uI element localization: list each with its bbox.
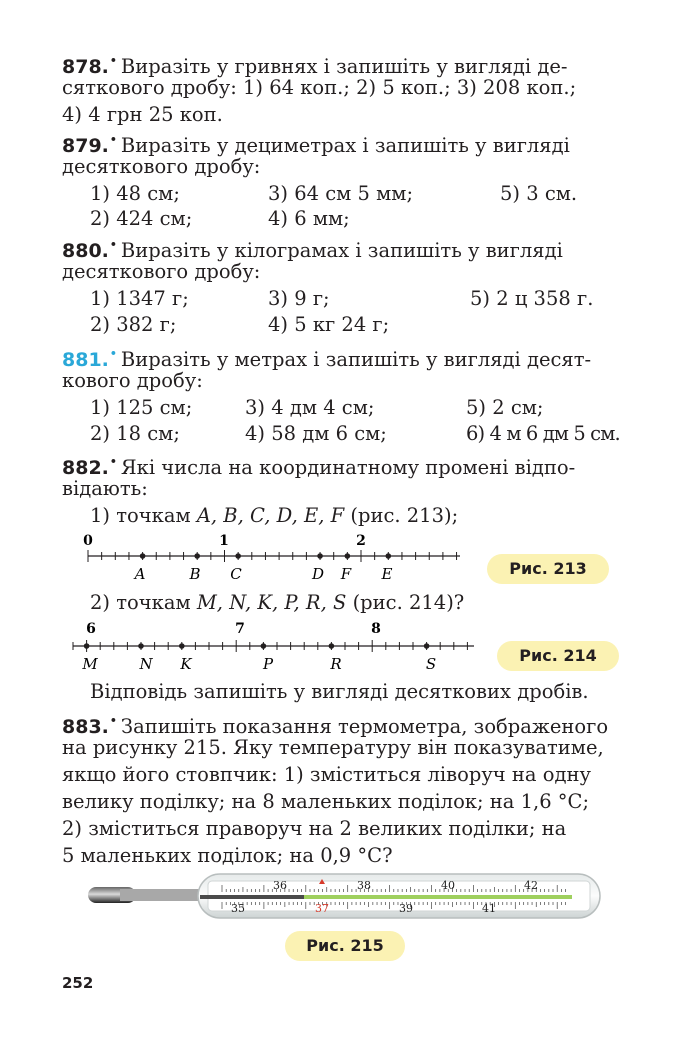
number-line-214-ticks [73, 640, 474, 652]
point-label-s: S [425, 655, 437, 673]
scale-label-40: 40 [441, 879, 455, 892]
exercise-879-item: 3) 64 см 5 мм; [268, 182, 414, 205]
exercise-878-line-2: сяткового дробу: 1) 64 коп.; 2) 5 коп.; 3) 208 коп.; [62, 76, 577, 99]
question-points: A, B, C, D, E, F [196, 504, 345, 527]
number-line-213 [72, 530, 472, 586]
point-dot [194, 553, 200, 559]
exercise-883-line-3: якщо його стовпчик: 1) зміститься ліворуч на одну [62, 763, 591, 786]
exercise-880-item: 4) 5 кг 24 г; [268, 313, 390, 336]
star-mark: • [109, 238, 117, 251]
exercise-878-number: 878. [62, 56, 109, 78]
exercise-883-number: 883. [62, 716, 109, 738]
exercise-881-line-2: кового дробу: [62, 369, 203, 392]
tick-label-2: 2 [356, 533, 366, 549]
scale-label-37: 37 [315, 902, 329, 915]
question-ref: (рис. 213); [350, 504, 459, 527]
star-mark: • [109, 714, 117, 727]
exercise-883-line-6: 5 маленьких поділок; на 0,9 °С? [62, 844, 393, 867]
capillary-base [120, 889, 200, 901]
star-mark: • [109, 133, 117, 146]
exercise-882-line-2: відають: [62, 477, 148, 500]
point-dot [329, 643, 335, 649]
exercise-878-text: Виразіть у гривнях і запишіть у вигляді де- [120, 55, 568, 78]
tick-label-8: 8 [371, 621, 381, 637]
exercise-883-line-5: 2) зміститься праворуч на 2 великих поділки; на [62, 817, 567, 840]
mercury-column [200, 895, 304, 899]
exercise-883-line-2: на рисунку 215. Яку температуру він показуватиме, [62, 736, 604, 759]
tick-label-7: 7 [235, 621, 245, 637]
exercise-882-text: Які числа на координатному промені відпо- [120, 456, 576, 479]
scale-label-41: 41 [482, 902, 496, 915]
point-label-p: P [262, 655, 274, 673]
thermometer-215 [86, 870, 606, 924]
point-label-a: A [134, 565, 146, 583]
exercise-880-text: Виразіть у кілограмах і запишіть у вигляді [120, 239, 563, 262]
point-label-d: D [311, 565, 325, 583]
exercise-881-item: 4) 58 дм 6 см; [245, 422, 387, 445]
exercise-878-line-3: 4) 4 грн 25 коп. [62, 103, 223, 126]
scale-label-38: 38 [357, 879, 371, 892]
point-label-c: C [230, 565, 242, 583]
tick-label-6: 6 [86, 621, 96, 637]
exercise-881-item: 6) 4 м 6 дм 5 см. [466, 422, 620, 445]
point-dot [317, 553, 323, 559]
point-dot [345, 553, 351, 559]
exercise-879-number: 879. [62, 135, 109, 157]
point-dot [386, 553, 392, 559]
exercise-882-question-1 [90, 503, 458, 529]
tick-label-0: 0 [83, 533, 93, 549]
point-label-k: K [180, 655, 192, 673]
figure-215-caption: Рис. 215 [285, 931, 405, 961]
exercise-879-item: 4) 6 мм; [268, 207, 350, 230]
point-label-b: B [189, 565, 201, 583]
figure-213-caption: Рис. 213 [487, 554, 609, 584]
exercise-881-item: 2) 18 см; [90, 422, 180, 445]
exercise-879-line-2: десяткового дробу: [62, 155, 261, 178]
point-dot [424, 643, 430, 649]
exercise-882-number: 882. [62, 457, 109, 479]
scale-label-35: 35 [231, 902, 245, 915]
tick-label-1: 1 [219, 533, 229, 549]
exercise-880-item: 5) 2 ц 358 г. [470, 287, 594, 310]
exercise-881-text: Виразіть у метрах і запишіть у вигляді десят- [120, 348, 592, 371]
exercise-883-text: Запишіть показання термометра, зображеного [120, 715, 609, 738]
figure-214-caption: Рис. 214 [497, 641, 619, 671]
question-points: M, N, K, P, R, S [196, 591, 347, 614]
number-line-214 [62, 618, 482, 674]
point-dot [261, 643, 267, 649]
scale-label-42: 42 [524, 879, 538, 892]
exercise-882-answer-note: Відповідь запишіть у вигляді десяткових дробів. [90, 680, 589, 703]
scale-label-36: 36 [273, 879, 287, 892]
point-label-n: N [139, 655, 153, 673]
exercise-879-text: Виразіть у дециметрах і запишіть у вигляді [120, 134, 570, 157]
number-line-213-ticks [88, 550, 460, 562]
exercise-880-item: 3) 9 г; [268, 287, 330, 310]
exercise-882-question-2 [90, 590, 464, 616]
point-dot [179, 643, 185, 649]
star-mark: • [109, 347, 117, 360]
exercise-879-item: 5) 3 см. [500, 182, 578, 205]
star-mark: • [109, 455, 117, 468]
exercise-881-item: 3) 4 дм 4 см; [245, 396, 375, 419]
exercise-881-item: 1) 125 см; [90, 396, 193, 419]
exercise-880-number: 880. [62, 240, 109, 262]
exercise-883-line-4: велику поділку; на 8 маленьких поділок; на 1,6 °С; [62, 790, 590, 813]
star-mark: • [109, 54, 117, 67]
question-ref: (рис. 214)? [352, 591, 465, 614]
point-dot [235, 553, 241, 559]
point-dot [138, 643, 144, 649]
exercise-879-item: 1) 48 см; [90, 182, 180, 205]
point-label-r: R [330, 655, 342, 673]
exercise-879-item: 2) 424 см; [90, 207, 193, 230]
point-dot [140, 553, 146, 559]
exercise-880-item: 2) 382 г; [90, 313, 177, 336]
point-dot [84, 643, 90, 649]
scale-label-39: 39 [399, 902, 413, 915]
point-label-f: F [340, 565, 352, 583]
question-text: 2) точкам [90, 591, 191, 614]
exercise-881-item: 5) 2 см; [466, 396, 544, 419]
exercise-880-item: 1) 1347 г; [90, 287, 189, 310]
page-number: 252 [62, 974, 94, 992]
exercise-881-number: 881. [62, 349, 109, 371]
question-text: 1) точкам [90, 504, 191, 527]
point-label-m: M [82, 655, 98, 673]
point-label-e: E [381, 565, 393, 583]
exercise-880-line-2: десяткового дробу: [62, 260, 261, 283]
